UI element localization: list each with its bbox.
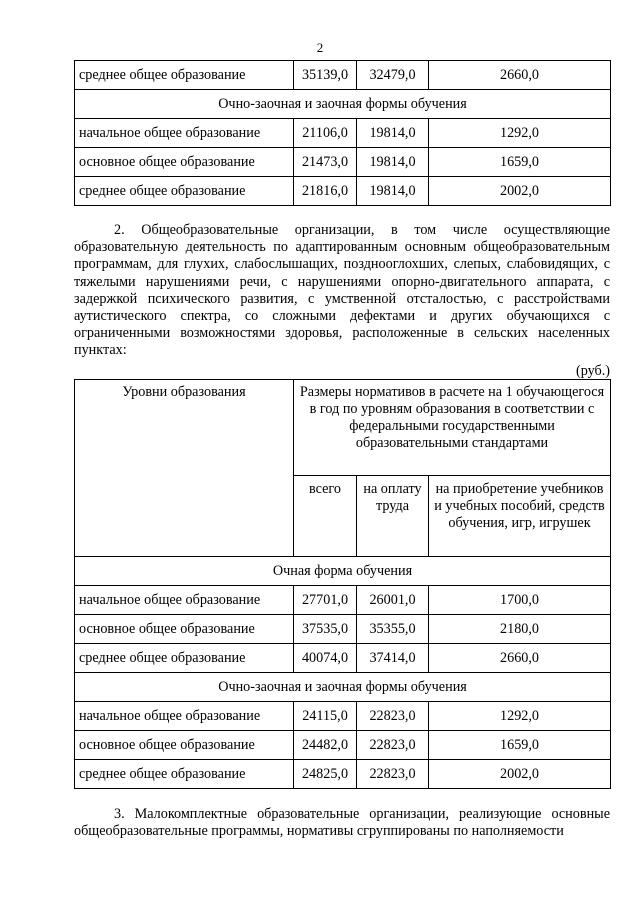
table-row: [75, 731, 611, 760]
wages-cell: 22823,0: [357, 760, 429, 789]
paragraph-2: 2. Общеобразовательные организации, в том числе осуществляющие образовательную деятельность по адаптированным основным общеобразовательным программам, для глухих, слабослышащих, позднооглохших, слепых, слабовидящих, с тяжелыми нарушениями речи, с нарушениями опорно-двигательного аппарата, с задержкой психического развития, с умственной отсталостью, с расстройствами аутистического спектра, со сложными дефектами и других обучающихся с ограниченными возможностями здоровья, расположенные в сельских населенных пунктах:: [74, 222, 610, 359]
books-cell: 1292,0: [429, 702, 611, 731]
level-cell: начальное общее образование: [75, 702, 294, 731]
norms-header: Размеры нормативов в расчете на 1 обучающегося в год по уровням образования в соответствии с федеральными государственными образовательными стандартами: [294, 380, 611, 476]
wages-header: на оплату труда: [357, 476, 429, 557]
table-row: [75, 586, 611, 615]
section-heading: Очно-заочная и заочная формы обучения: [75, 90, 611, 119]
total-cell: 35139,0: [294, 61, 357, 90]
unit-label: (руб.): [575, 363, 610, 379]
total-cell: 24825,0: [294, 760, 357, 789]
level-cell: среднее общее образование: [75, 61, 294, 90]
total-cell: 27701,0: [294, 586, 357, 615]
page-number: 2: [316, 40, 324, 55]
table-row: [75, 644, 611, 673]
table-row: [75, 148, 611, 177]
wages-cell: 22823,0: [357, 731, 429, 760]
books-cell: 2180,0: [429, 615, 611, 644]
total-header: всего: [294, 476, 357, 557]
level-cell: основное общее образование: [75, 615, 294, 644]
total-cell: 24115,0: [294, 702, 357, 731]
table-row: [75, 119, 611, 148]
table-row: [75, 61, 611, 90]
level-cell: начальное общее образование: [75, 119, 294, 148]
section-heading: Очно-заочная и заочная формы обучения: [75, 673, 611, 702]
wages-cell: 26001,0: [357, 586, 429, 615]
books-cell: 1659,0: [429, 148, 611, 177]
wages-cell: 32479,0: [357, 61, 429, 90]
books-cell: 1700,0: [429, 586, 611, 615]
total-cell: 21106,0: [294, 119, 357, 148]
level-cell: начальное общее образование: [75, 586, 294, 615]
total-cell: 21473,0: [294, 148, 357, 177]
books-cell: 2002,0: [429, 760, 611, 789]
books-cell: 2002,0: [429, 177, 611, 206]
total-cell: 37535,0: [294, 615, 357, 644]
books-cell: 2660,0: [429, 61, 611, 90]
norms-table: [74, 379, 611, 789]
table-header-row: [75, 380, 611, 476]
books-header: на приобретение учебников и учебных пособий, средств обучения, игр, игрушек: [429, 476, 611, 557]
books-cell: 1292,0: [429, 119, 611, 148]
books-cell: 1659,0: [429, 731, 611, 760]
table-continuation: [74, 60, 611, 206]
table-row: [75, 177, 611, 206]
paragraph-3: 3. Малокомплектные образовательные организации, реализующие основные общеобразовательные программы, нормативы сгруппированы по наполняемости: [74, 806, 610, 840]
level-cell: среднее общее образование: [75, 644, 294, 673]
wages-cell: 22823,0: [357, 702, 429, 731]
section-row: [75, 557, 611, 586]
total-cell: 21816,0: [294, 177, 357, 206]
section-row: [75, 673, 611, 702]
table-row: [75, 615, 611, 644]
wages-cell: 35355,0: [357, 615, 429, 644]
table-row: [75, 702, 611, 731]
table-row: [75, 760, 611, 789]
wages-cell: 19814,0: [357, 119, 429, 148]
levels-header: Уровни образования: [75, 380, 294, 557]
wages-cell: 19814,0: [357, 148, 429, 177]
level-cell: среднее общее образование: [75, 177, 294, 206]
total-cell: 24482,0: [294, 731, 357, 760]
total-cell: 40074,0: [294, 644, 357, 673]
section-heading: Очная форма обучения: [75, 557, 611, 586]
level-cell: основное общее образование: [75, 731, 294, 760]
level-cell: основное общее образование: [75, 148, 294, 177]
section-row: [75, 90, 611, 119]
books-cell: 2660,0: [429, 644, 611, 673]
level-cell: среднее общее образование: [75, 760, 294, 789]
wages-cell: 37414,0: [357, 644, 429, 673]
wages-cell: 19814,0: [357, 177, 429, 206]
